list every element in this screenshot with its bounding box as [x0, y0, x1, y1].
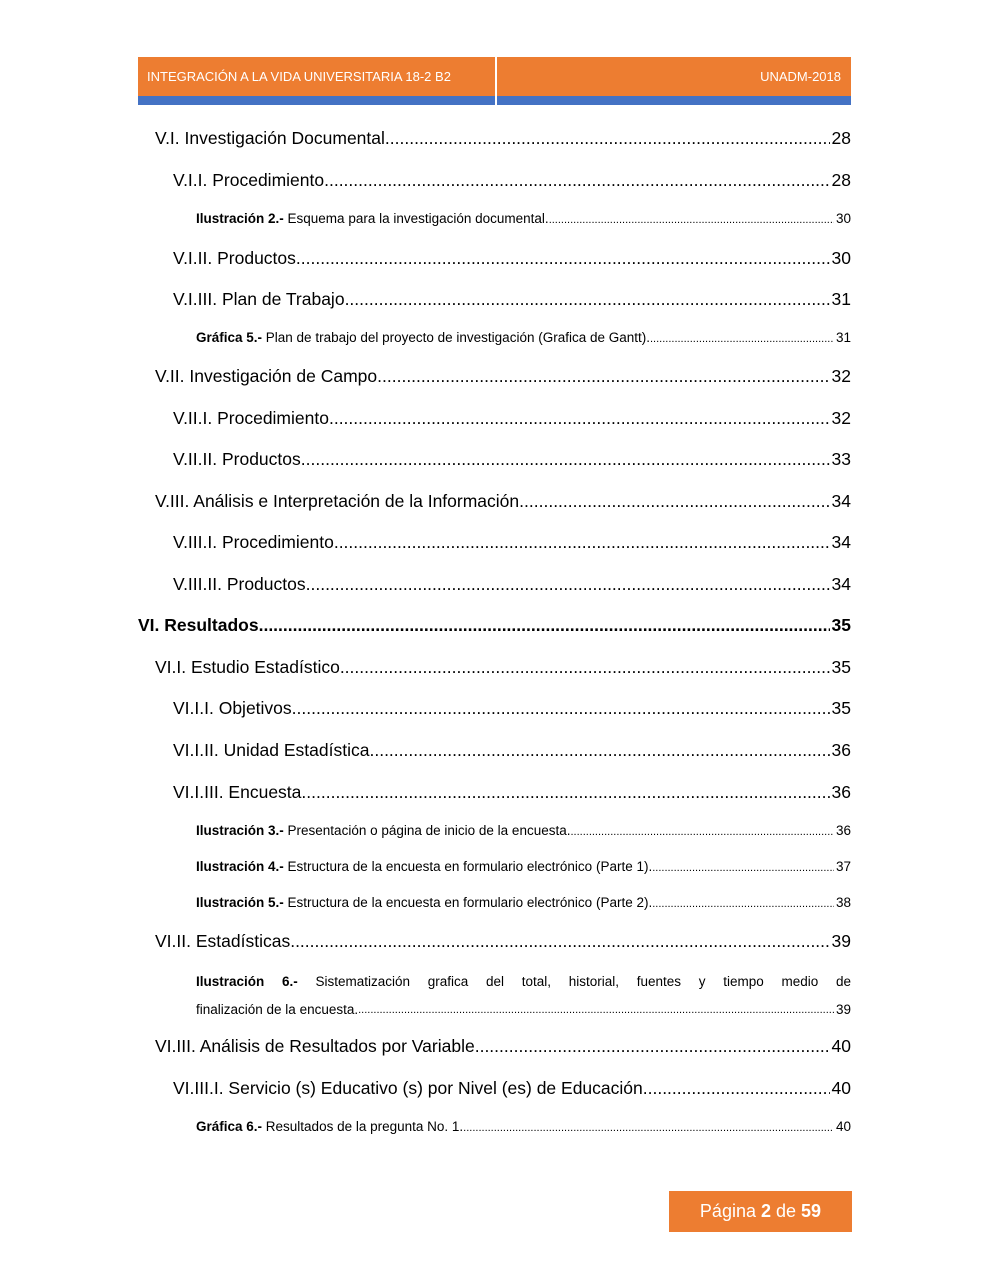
dot-leader — [324, 170, 829, 191]
entry-page: 30 — [831, 248, 851, 268]
toc-entry[interactable] — [173, 248, 851, 272]
entry-title — [196, 823, 570, 838]
entry-title-text: V.III.II. Productos — [173, 574, 306, 594]
entry-title — [173, 170, 324, 191]
entry-page: 35 — [831, 657, 851, 677]
entry-title — [196, 1119, 463, 1134]
page-number-box — [669, 1191, 852, 1232]
dot-leader — [329, 408, 830, 429]
header-institution: UNADM-2018 — [497, 57, 851, 96]
entry-title — [196, 859, 652, 874]
current-page: 2 — [760, 1201, 771, 1221]
entry-title-text: VI.III. Análisis de Resultados por Variable — [155, 1036, 475, 1056]
toc-entry[interactable] — [173, 574, 851, 598]
entry-title-text: Estructura de la encuesta en formulario electrónico (Parte 2). — [283, 895, 653, 910]
entry-page: 40 — [831, 1036, 851, 1056]
header-rule-right — [497, 96, 851, 105]
toc-entry[interactable] — [155, 366, 851, 390]
entry-title — [155, 1036, 475, 1057]
entry-title-text: Estructura de la encuesta en formulario electrónico (Parte 1). — [283, 859, 653, 874]
page-label: Página — [699, 1201, 761, 1221]
entry-page: 31 — [835, 330, 851, 345]
entry-page: 35 — [831, 615, 851, 635]
entry-title-text: Plan de trabajo del proyecto de investigación (Grafica de Gantt). — [262, 330, 650, 345]
entry-title — [138, 615, 259, 636]
dot-leader — [301, 449, 830, 470]
entry-page: 32 — [831, 408, 851, 428]
entry-title — [155, 366, 377, 387]
toc-entry[interactable] — [155, 657, 851, 681]
dot-leader — [463, 1122, 834, 1134]
entry-title-text: VI. Resultados — [138, 615, 259, 635]
dot-leader — [290, 931, 829, 952]
entry-title — [196, 895, 652, 910]
toc-entry[interactable] — [173, 1078, 851, 1102]
entry-title — [173, 740, 369, 761]
entry-page: 37 — [835, 859, 851, 874]
toc-entry-caption[interactable] — [196, 330, 851, 350]
toc-entry[interactable] — [155, 1036, 851, 1060]
toc-entry[interactable] — [173, 408, 851, 432]
entry-title-text: VI.III.I. Servicio (s) Educativo (s) por Nivel (es) de Educación — [173, 1078, 643, 1098]
entry-title-text: VI.I.III. Encuesta — [173, 782, 302, 802]
caption-label: Gráfica 6.- — [196, 1119, 263, 1134]
caption-label: Ilustración 6.- — [196, 974, 298, 989]
dot-leader — [345, 289, 830, 310]
entry-title-text: V.I. Investigación Documental — [155, 128, 385, 148]
entry-page: 34 — [831, 491, 851, 511]
entry-title — [173, 574, 306, 595]
entry-page: 32 — [831, 366, 851, 386]
toc-entry[interactable] — [173, 782, 851, 806]
entry-title — [173, 248, 296, 269]
entry-page: 36 — [831, 740, 851, 760]
dot-leader — [301, 782, 829, 803]
entry-page: 36 — [835, 823, 851, 838]
dot-leader — [334, 532, 830, 553]
toc-entry-caption[interactable] — [196, 1119, 851, 1139]
dot-leader — [340, 657, 830, 678]
dot-leader — [306, 574, 830, 595]
entry-title-text: Presentación o página de inicio de la encuesta. — [283, 823, 571, 838]
entry-title-cont: finalización de la encuesta. — [196, 1002, 359, 1017]
caption-label: Ilustración 2.- — [196, 211, 284, 226]
entry-title-text: V.II.II. Productos — [173, 449, 301, 469]
dot-leader — [570, 826, 833, 838]
dot-leader — [385, 128, 830, 149]
entry-title — [173, 698, 292, 719]
header-course-title: INTEGRACIÓN A LA VIDA UNIVERSITARIA 18-2 B2 — [138, 57, 495, 96]
toc-entry[interactable] — [155, 931, 851, 955]
dot-leader — [358, 996, 834, 1024]
entry-title — [173, 782, 301, 803]
toc-entry-caption[interactable] — [196, 859, 851, 879]
entry-title — [173, 1078, 643, 1099]
toc-entry[interactable] — [173, 289, 851, 313]
entry-title-text: VI.I. Estudio Estadístico — [155, 657, 340, 677]
toc-entry[interactable] — [155, 491, 851, 515]
entry-page: 34 — [831, 574, 851, 594]
dot-leader — [643, 1078, 830, 1099]
dot-leader — [369, 740, 829, 761]
entry-title-text: V.I.II. Productos — [173, 248, 296, 268]
entry-page: 39 — [835, 1002, 851, 1017]
entry-title — [155, 491, 519, 512]
dot-leader — [377, 366, 829, 387]
entry-title — [196, 211, 549, 226]
entry-page: 30 — [835, 211, 851, 226]
entry-title — [173, 449, 301, 470]
toc-entry[interactable] — [173, 170, 851, 194]
entry-page: 28 — [831, 128, 851, 148]
entry-page: 39 — [831, 931, 851, 951]
toc-entry-caption[interactable] — [196, 895, 851, 915]
entry-title — [196, 330, 650, 345]
entry-page: 35 — [831, 698, 851, 718]
toc-entry[interactable] — [155, 128, 851, 152]
caption-label: Ilustración 5.- — [196, 895, 284, 910]
dot-leader — [549, 214, 834, 226]
toc-entry[interactable] — [173, 449, 851, 473]
entry-title-text: Esquema para la investigación documental. — [283, 211, 549, 226]
entry-title-text: VI.I.II. Unidad Estadística — [173, 740, 370, 760]
toc-entry-caption[interactable] — [196, 211, 851, 231]
entry-title — [155, 128, 385, 149]
entry-title-text: V.I.I. Procedimiento — [173, 170, 325, 190]
entry-title — [173, 532, 334, 553]
header-rule-left — [138, 96, 495, 105]
entry-title-text: V.III. Análisis e Interpretación de la Información — [155, 491, 520, 511]
entry-title-text: Resultados de la pregunta No. 1. — [262, 1119, 464, 1134]
entry-title-text: VI.I.I. Objetivos — [173, 698, 292, 718]
entry-title-text: V.II.I. Procedimiento — [173, 408, 329, 428]
total-pages: 59 — [801, 1201, 822, 1221]
entry-title — [173, 289, 345, 310]
entry-page: 28 — [831, 170, 851, 190]
entry-page: 40 — [831, 1078, 851, 1098]
caption-label: Gráfica 5.- — [196, 330, 263, 345]
dot-leader — [652, 898, 834, 910]
toc-entry[interactable] — [173, 532, 851, 556]
dot-leader — [259, 615, 830, 636]
toc-entry-caption[interactable] — [196, 823, 851, 843]
page-of: de — [771, 1201, 802, 1221]
entry-page: 33 — [831, 449, 851, 469]
dot-leader — [519, 491, 829, 512]
entry-title-text: VI.II. Estadísticas — [155, 931, 291, 951]
toc-entry[interactable] — [173, 698, 851, 722]
entry-title — [155, 931, 290, 952]
caption-label: Ilustración 3.- — [196, 823, 284, 838]
entry-title: Sistematización grafica del total, historial, fuentes y tiempo medio de — [297, 974, 851, 989]
dot-leader — [650, 333, 834, 345]
entry-title-text: V.II. Investigación de Campo — [155, 366, 378, 386]
entry-page: 34 — [831, 532, 851, 552]
dot-leader — [296, 248, 830, 269]
entry-title — [173, 408, 329, 429]
toc-entry-caption[interactable] — [196, 968, 851, 1024]
dot-leader — [475, 1036, 830, 1057]
entry-title-text: V.III.I. Procedimiento — [173, 532, 334, 552]
entry-title-text: V.I.III. Plan de Trabajo — [173, 289, 345, 309]
dot-leader — [292, 698, 830, 719]
entry-page: 38 — [835, 895, 851, 910]
entry-page: 31 — [831, 289, 851, 309]
entry-title — [155, 657, 340, 678]
entry-page: 36 — [831, 782, 851, 802]
toc-entry[interactable] — [138, 615, 851, 639]
entry-page: 40 — [835, 1119, 851, 1134]
dot-leader — [652, 862, 834, 874]
toc-entry[interactable] — [173, 740, 851, 764]
caption-label: Ilustración 4.- — [196, 859, 284, 874]
